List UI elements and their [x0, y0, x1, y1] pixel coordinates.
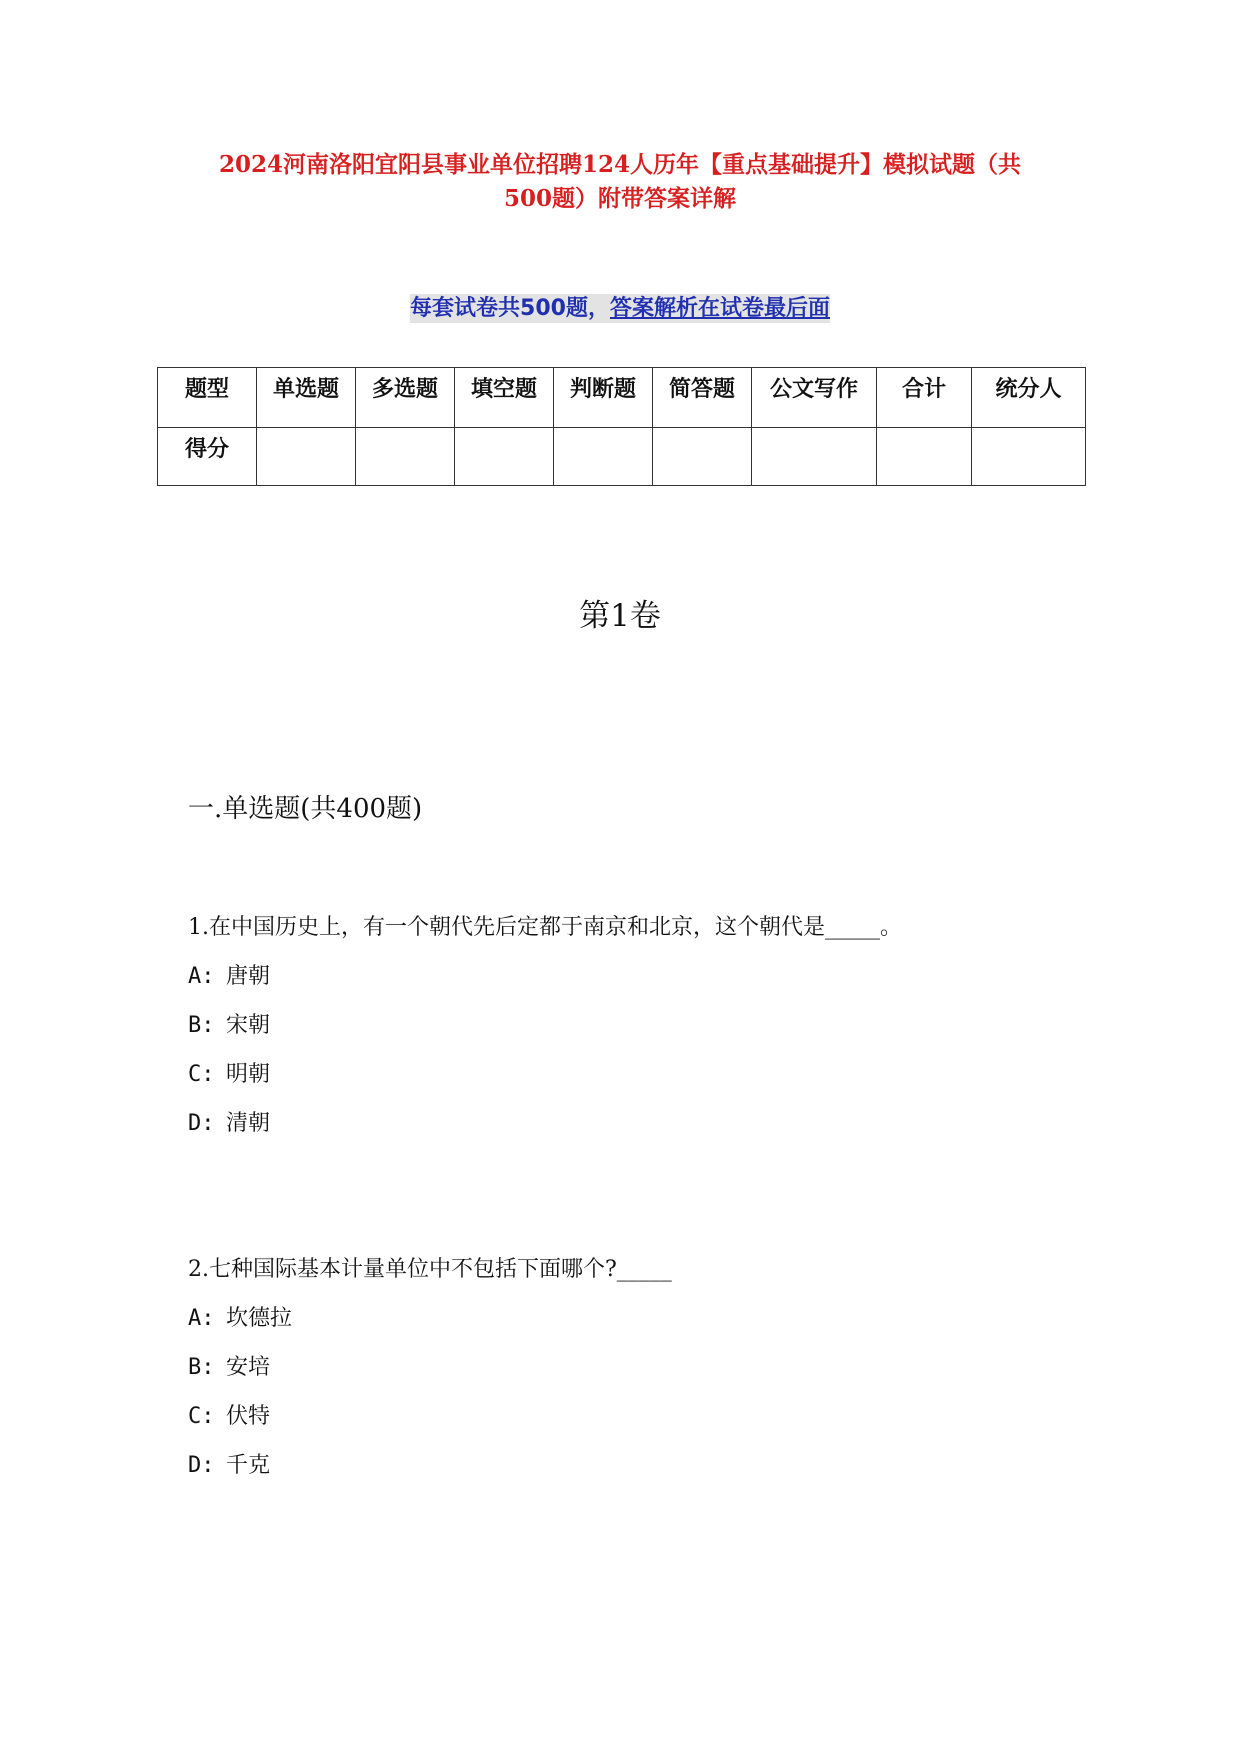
score-cell[interactable] [752, 428, 877, 486]
score-cell[interactable] [653, 428, 752, 486]
score-table [157, 367, 1086, 486]
header-cell-single-choice: 单选题 [257, 368, 356, 428]
header-cell-fill-blank: 填空题 [455, 368, 554, 428]
question-1 [188, 903, 1088, 1148]
option-b[interactable] [188, 1343, 1088, 1392]
option-text: 唐朝 [226, 964, 271, 989]
answer-location-link[interactable]: 答案解析在试卷最后面 [609, 296, 830, 321]
option-letter: B: [188, 1355, 215, 1380]
question-2 [188, 1245, 1088, 1490]
header-cell-true-false: 判断题 [554, 368, 653, 428]
option-text: 伏特 [226, 1404, 271, 1429]
option-d[interactable] [188, 1099, 1088, 1148]
option-a[interactable] [188, 952, 1088, 1001]
section-title: 一.单选题(共400题) [188, 794, 423, 824]
option-letter: A: [188, 964, 215, 989]
option-letter: B: [188, 1013, 215, 1038]
document-title-line2: 500题）附带答案详解 [503, 185, 736, 212]
header-cell-document-writing: 公文写作 [752, 368, 877, 428]
option-letter: C: [188, 1062, 215, 1087]
option-letter: D: [188, 1111, 215, 1136]
option-d[interactable] [188, 1441, 1088, 1490]
score-table-header-row [158, 368, 1086, 428]
document-title-line1: 2024河南洛阳宜阳县事业单位招聘124人历年【重点基础提升】模拟试题（共 [218, 151, 1022, 178]
option-text: 千克 [226, 1453, 271, 1478]
score-cell[interactable] [877, 428, 972, 486]
score-cell[interactable] [554, 428, 653, 486]
score-cell[interactable] [356, 428, 455, 486]
option-letter: A: [188, 1306, 215, 1331]
option-letter: C: [188, 1404, 215, 1429]
score-cell[interactable] [257, 428, 356, 486]
answer-notice-banner [0, 292, 1240, 326]
option-b[interactable] [188, 1001, 1088, 1050]
volume-title: 第1卷 [579, 598, 661, 634]
option-text: 清朝 [226, 1111, 271, 1136]
score-cell[interactable] [455, 428, 554, 486]
document-title [160, 148, 1080, 216]
option-text: 坎德拉 [226, 1306, 293, 1331]
option-text: 宋朝 [226, 1013, 271, 1038]
header-cell-short-answer: 简答题 [653, 368, 752, 428]
header-cell-question-type: 题型 [158, 368, 257, 428]
option-a[interactable] [188, 1294, 1088, 1343]
option-c[interactable] [188, 1392, 1088, 1441]
option-letter: D: [188, 1453, 215, 1478]
header-cell-total: 合计 [877, 368, 972, 428]
option-text: 安培 [226, 1355, 271, 1380]
option-c[interactable] [188, 1050, 1088, 1099]
banner-text: 每套试卷共500题， [410, 296, 610, 321]
question-stem: 1.在中国历史上，有一个朝代先后定都于南京和北京，这个朝代是_____。 [188, 915, 902, 940]
header-cell-scorer: 统分人 [972, 368, 1086, 428]
score-row-label: 得分 [158, 428, 257, 486]
header-cell-multiple-choice: 多选题 [356, 368, 455, 428]
score-cell[interactable] [972, 428, 1086, 486]
option-text: 明朝 [226, 1062, 271, 1087]
score-table-score-row [158, 428, 1086, 486]
question-stem: 2.七种国际基本计量单位中不包括下面哪个?_____ [188, 1257, 672, 1282]
